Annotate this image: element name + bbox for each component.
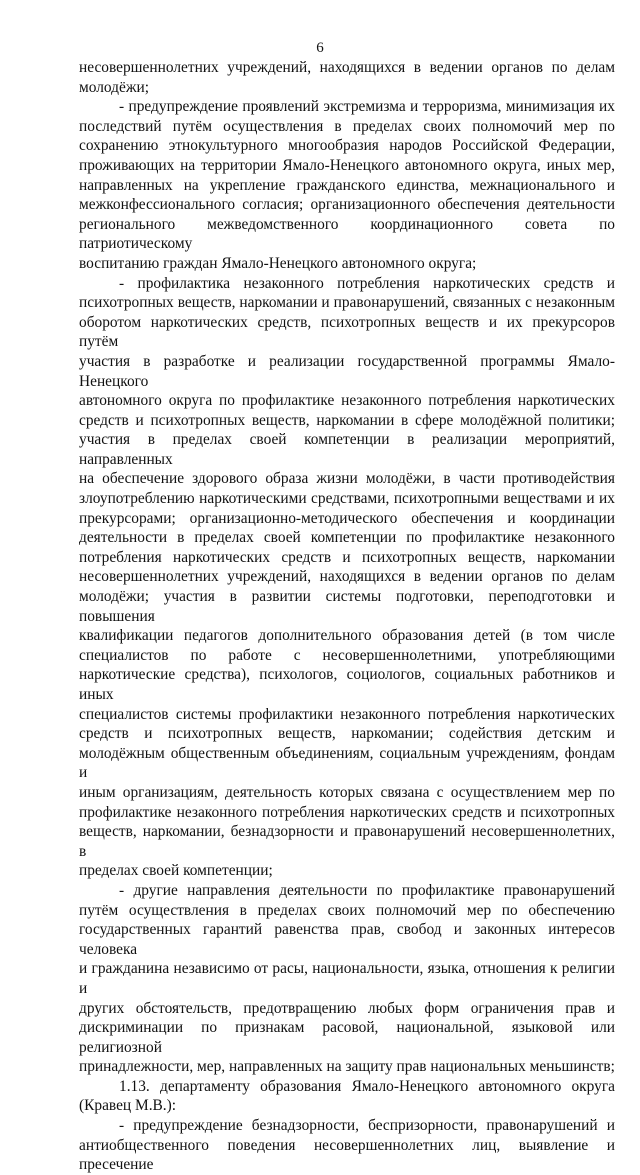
text-line: веществ, наркомании, безнадзорности и правонарушений несовершеннолетних, в: [79, 823, 615, 860]
text-line: - профилактика незаконного потребления наркотических средств и: [119, 274, 615, 292]
text-line: иным организациям, деятельность которых связана с осуществлением мер по: [79, 783, 615, 801]
text-line: антиобщественного поведения несовершеннолетних лиц, выявление и пресечение: [79, 1136, 615, 1174]
text-line: - предупреждение безнадзорности, беспризорности, правонарушений и: [119, 1117, 615, 1135]
text-line: и гражданина независимо от расы, национальности, языка, отношения к религии и: [79, 960, 615, 997]
text-line: специалистов системы профилактики незаконного потребления наркотических: [79, 705, 615, 723]
text-line: средств и психотропных веществ, наркомании; содействия детским и: [79, 725, 615, 743]
text-line: молодёжи; участия в развитии системы подготовки, переподготовки и повышения: [79, 588, 615, 625]
text-line: регионального межведомственного координационного совета по патриотическому: [79, 215, 615, 253]
text-line: 1.13. департаменту образования Ямало-Ненецкого автономного округа: [119, 1077, 615, 1095]
text-line: прекурсорами; организационно-методического обеспечения и координации: [79, 509, 615, 527]
text-line: сохранению этнокультурного многообразия народов Российской Федерации,: [79, 137, 615, 155]
text-line: молодёжным общественным объединениям, социальным учреждениям, фондам и: [79, 744, 615, 782]
text-line: несовершеннолетних учреждений, находящихся в ведении органов по делам: [79, 568, 615, 586]
text-line: квалификации педагогов дополнительного образования детей (в том числе: [79, 627, 615, 645]
text-line: специалистов по работе с несовершеннолетними, употребляющими: [79, 646, 615, 664]
text-line: несовершеннолетних учреждений, находящихся в ведении органов по делам: [79, 59, 615, 76]
text-line: автономного округа по профилактике незаконного потребления наркотических: [79, 392, 615, 410]
text-line: государственных гарантий равенства прав, свобод и законных интересов человека: [79, 921, 615, 958]
text-line: деятельности в пределах своей компетенции по профилактике незаконного: [79, 529, 615, 547]
text-line: воспитанию граждан Ямало-Ненецкого автономного округа;: [79, 254, 477, 272]
text-line: - предупреждение проявлений экстремизма и терроризма, минимизация их: [119, 98, 615, 116]
text-line: последствий путём осуществления в пределах своих полномочий мер по: [79, 117, 615, 135]
text-line: принадлежности, мер, направленных на защиту прав национальных меньшинств;: [79, 1058, 615, 1076]
text-line: участия в разработке и реализации государственной программы Ямало-Ненецкого: [79, 352, 615, 390]
text-line: дискриминации по признакам расовой, национальной, языковой или религиозной: [79, 1019, 615, 1056]
text-line: злоупотреблению наркотическими средствами, психотропными веществами и их: [79, 490, 615, 508]
text-line: психотропных веществ, наркомании и правонарушений, связанных с незаконным: [79, 294, 615, 312]
document-body: [79, 58, 615, 1175]
page-number: 6: [316, 40, 324, 56]
text-line: молодёжи;: [79, 78, 149, 96]
text-line: направленных на укрепление гражданского единства, межнационального и: [79, 176, 615, 194]
text-line: наркотические средства), психологов, социологов, социальных работников и иных: [79, 666, 615, 703]
text-line: межконфессионального согласия; организационного обеспечения деятельности: [79, 196, 615, 214]
text-line: путём осуществления в пределах своих полномочий мер по обеспечению: [79, 901, 615, 919]
text-line: средств и психотропных веществ, наркомании в сфере молодёжной политики;: [79, 411, 615, 429]
text-line: проживающих на территории Ямало-Ненецкого автономного округа, иных мер,: [79, 156, 615, 174]
text-line: - другие направления деятельности по профилактике правонарушений: [119, 881, 615, 899]
text-line: на обеспечение здорового образа жизни молодёжи, в части противодействия: [79, 470, 615, 488]
text-line: (Кравец М.В.):: [79, 1097, 177, 1115]
text-line: профилактике незаконного потребления наркотических средств и психотропных: [79, 803, 615, 821]
text-line: пределах своей компетенции;: [79, 862, 273, 880]
text-line: потребления наркотических средств и психотропных веществ, наркомании: [79, 548, 615, 566]
text-line: других обстоятельств, предотвращению любых форм ограничения прав и: [79, 999, 615, 1017]
text-line: оборотом наркотических средств, психотропных веществ и их прекурсоров путём: [79, 313, 615, 351]
text-line: участия в пределах своей компетенции в реализации мероприятий, направленных: [79, 431, 615, 468]
